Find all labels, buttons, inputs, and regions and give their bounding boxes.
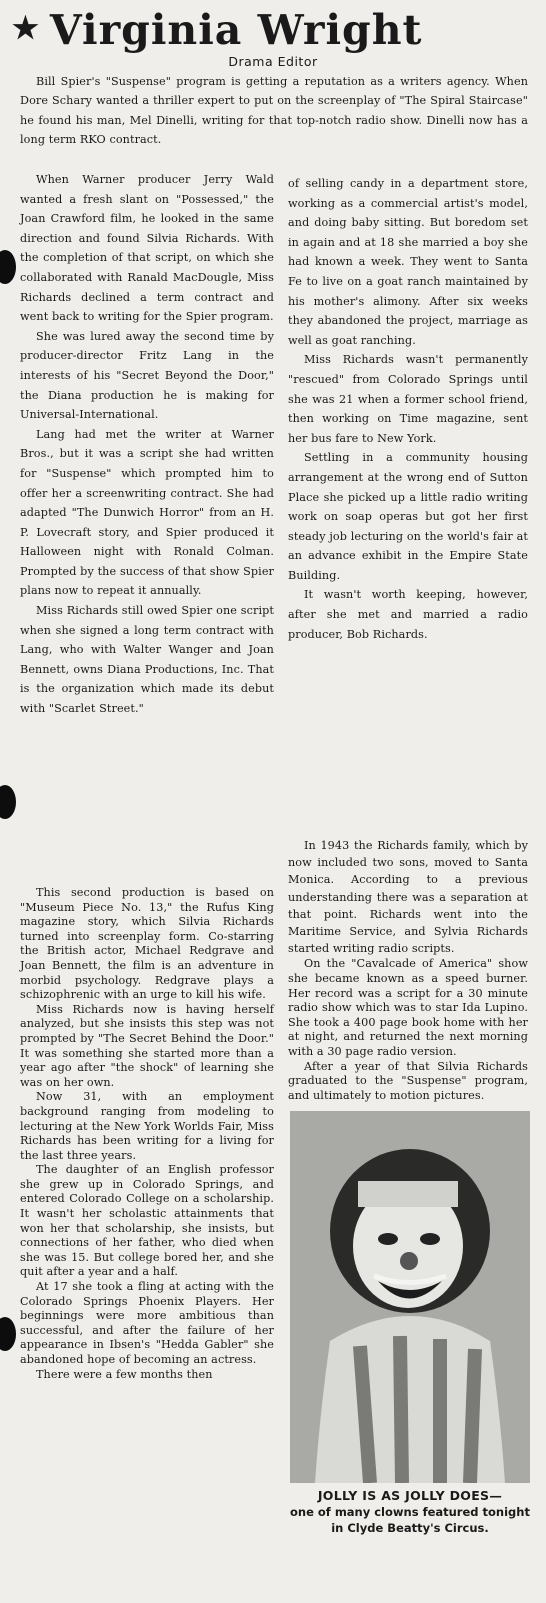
paragraph: She was lured away the second time by producer-director Fritz Lang in the interests of his "Secret Beyond the Door," the Diana production he is making for Universal-International.: [20, 329, 274, 422]
paragraph: In 1943 the Richards family, which by now included two sons, moved to Santa Monica. According to a previous understanding there was a separation at that point. Richards went into the Maritime Service, and Sylvia Richards started writing radio scripts.: [288, 839, 528, 956]
caption-body: one of many clowns featured tonight in Clyde Beatty's Circus.: [290, 1505, 530, 1535]
paragraph: There were a few months then: [36, 1367, 213, 1381]
caption-head: JOLLY IS AS JOLLY DOES—: [317, 1488, 503, 1503]
punch-hole: [0, 250, 16, 284]
clown-photo-drawing: [290, 1111, 530, 1483]
lead-paragraph-block: [20, 72, 528, 150]
paragraph: Miss Richards wasn't permanently "rescued" from Colorado Springs until she was 21 when a former school friend, then working on Time magazine, sent her bus fare to New York.: [288, 353, 528, 445]
paragraph: Lang had met the writer at Warner Bros., but it was a script she had written for "Suspense" which prompted him to offer her a screenwriting contract. She had adapted "The Dunwich Horror" from an H. P. Lovecraft story, and Spier produced it Halloween night with Ronald Colman. Prompted by the success of that show Spier plans now to repeat it annually.: [20, 427, 274, 598]
star-icon: ★: [12, 11, 40, 46]
paragraph: It wasn't worth keeping, however, after she met and married a radio producer, Bob Richards.: [288, 588, 528, 641]
right-column-top: [288, 174, 528, 644]
paragraph: After a year of that Silvia Richards graduated to the "Suspense" program, and ultimately to motion pictures.: [288, 1059, 528, 1102]
left-column-top: [20, 170, 274, 719]
lead-paragraph: Bill Spier's "Suspense" program is getting a reputation as a writers agency. When Dore Schary wanted a thriller expert to put on the screenplay of "The Spiral Staircase" he found his man, Mel Dinelli, writing for that top-notch radio show. Dinelli now has a long term RKO contract.: [20, 75, 528, 147]
clown-photo: [290, 1111, 530, 1483]
headline: [12, 6, 526, 53]
paragraph: Settling in a community housing arrangement at the wrong end of Sutton Place she picked up a little radio writing work on soap operas but got her first steady job lecturing on the world's fair at an advance exhibit in the Empire State Building.: [288, 451, 528, 582]
paragraph: When Warner producer Jerry Wald wanted a fresh slant on "Possessed," the Joan Crawford film, he looked in the same direction and found Silvia Richards. With the completion of that script, on which she collaborated with Ranald MacDougle, Miss Richards declined a term contract and went back to writing for the Spier program.: [20, 173, 274, 324]
paragraph: Miss Richards now is having herself analyzed, but she insists this step was not prompted by "The Secret Behind the Door." It was something she started more than a year ago after "the shock" of learning she was on her own.: [20, 1002, 274, 1089]
paragraph: This second production is based on "Museum Piece No. 13," the Rufus King magazine story, which Silvia Richards turned into screenplay form. Co-starring the British actor, Michael Redgrave and Joan Bennett, the film is an adventure in morbid psychology. Redgrave plays a schizophrenic with an urge to kill his wife.: [20, 886, 274, 1002]
right-column-bottom: [288, 837, 528, 1103]
left-column-bottom: [20, 886, 274, 1382]
punch-hole: [0, 1317, 16, 1351]
photo-caption: [290, 1488, 530, 1536]
paragraph: The daughter of an English professor she grew up in Colorado Springs, and entered Colorado College on a scholarship. It wasn't her scholastic attainments that won her that scholarship, she insists, but connections of her father, who died when she was 15. But college bored her, and she quit after a year and a half.: [20, 1163, 274, 1279]
headline-name: Virginia Wright: [49, 6, 423, 54]
punch-hole: [0, 785, 16, 819]
paragraph: Now 31, with an employment background ranging from modeling to lecturing at the New York Worlds Fair, Miss Richards has been writing for a living for the last three years.: [20, 1090, 274, 1162]
byline-title: Drama Editor: [228, 54, 318, 69]
paragraph: Miss Richards still owed Spier one script when she signed a long term contract with Lang, who with Walter Wanger and Joan Bennett, owns Diana Productions, Inc. That is the organization which made its debut with "Scarlet Street.": [20, 604, 274, 716]
paragraph: of selling candy in a department store, working as a commercial artist's model, and doing baby sitting. But boredom set in again and at 18 she married a boy she had known a week. They went to Santa Fe to live on a goat ranch maintained by his mother's alimony. After six weeks they abandoned the project, marriage as well as goat ranching.: [288, 177, 528, 347]
paragraph: At 17 she took a fling at acting with the Colorado Springs Phoenix Players. Her beginnings were more ambitious than successful, and after the failure of her appearance in Ibsen's "Hedda Gabler" she abandoned hope of becoming an actress.: [20, 1280, 274, 1366]
paragraph: On the "Cavalcade of America" show she became known as a speed burner. Her record was a script for a 30 minute radio show which was to star Ida Lupino. She took a 400 page book home with her at night, and returned the next morning with a 30 page radio version.: [288, 957, 528, 1058]
